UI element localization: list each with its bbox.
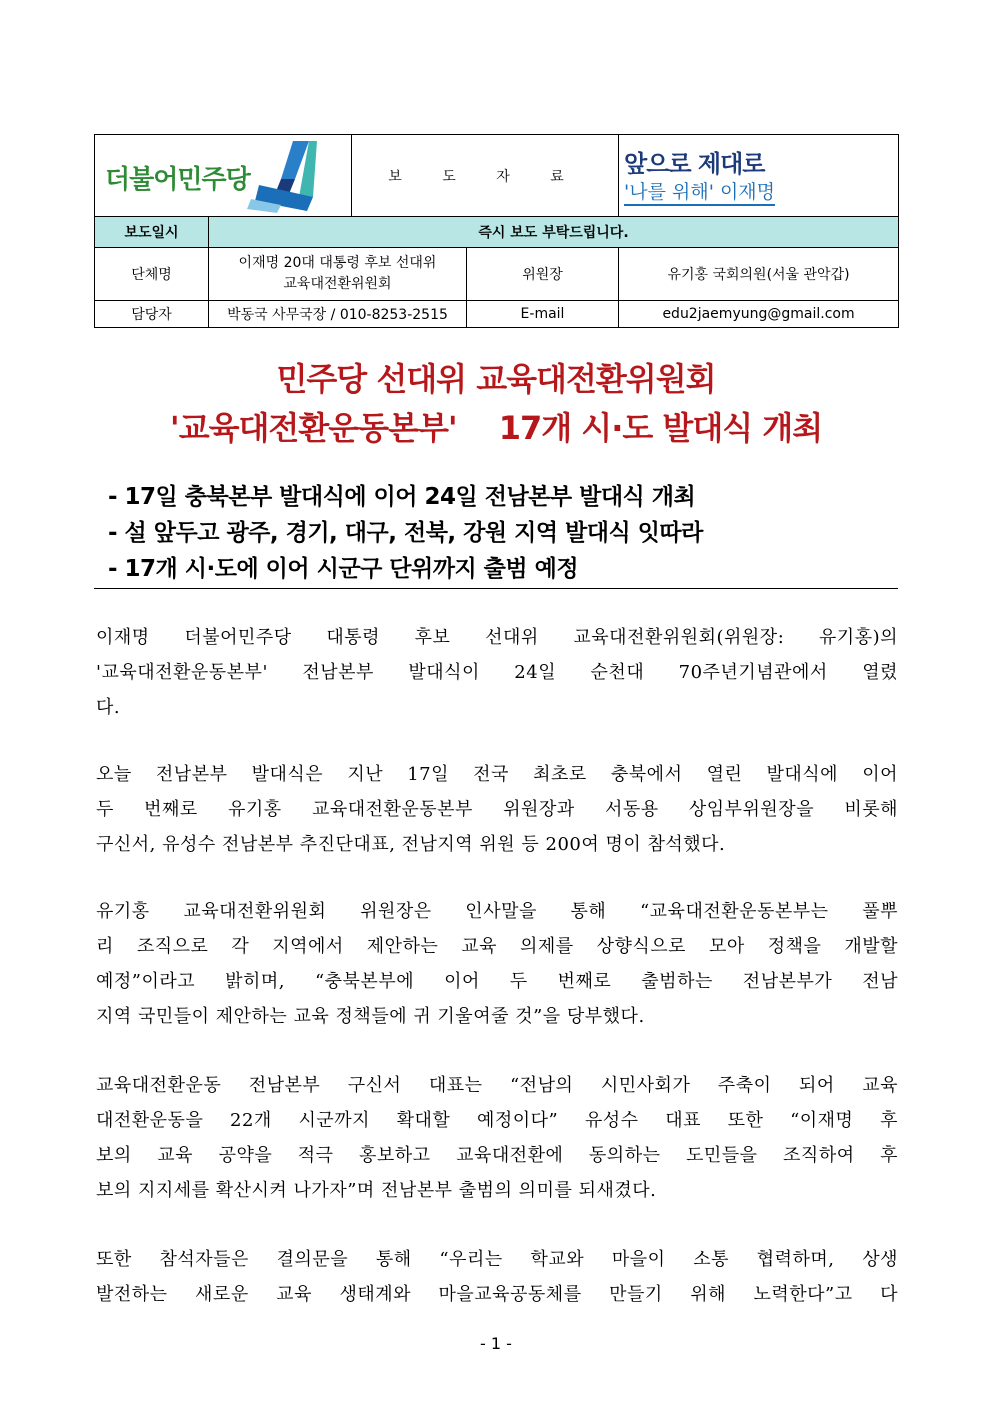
paragraph-line: 대전환운동을 22개 시군까지 확대할 예정이다” 유성수 대표 또한 “이재명 후	[96, 1110, 898, 1131]
headline-line-2a: '교육대전환운동본부'	[169, 409, 457, 447]
paragraph-line: 리 조직으로 각 지역에서 제안하는 교육 의제를 상향식으로 모아 정책을 개발할	[96, 936, 898, 957]
email-value[interactable]: edu2jaemyung@gmail.com	[619, 301, 899, 328]
release-date-label: 보도일시	[95, 217, 209, 248]
organization-line-2: 교육대전환위원회	[283, 276, 392, 292]
paragraph-line: 보의 지지세를 확산시켜 나가자”며 전남본부 출범의 의미를 되새겼다.	[96, 1180, 657, 1201]
section-divider	[94, 588, 898, 589]
party-logo-cell	[95, 135, 352, 217]
slogan-main: 앞으로 제대로	[624, 150, 765, 178]
contact-row	[95, 301, 899, 328]
paragraph-line: 보의 교육 공약을 적극 홍보하고 교육대전환에 동의하는 도민들을 조직하여 후	[96, 1145, 898, 1166]
body-paragraph-5	[96, 1242, 898, 1312]
headline-line-2	[0, 403, 992, 449]
party-name: 더불어민주당	[105, 165, 250, 195]
organization-value	[209, 248, 467, 301]
contact-label: 담당자	[95, 301, 209, 328]
headline-line-1: 민주당 선대위 교육대전환위원회	[276, 360, 716, 398]
organization-label: 단체명	[95, 248, 209, 301]
release-date-row	[95, 217, 899, 248]
campaign-slogan	[619, 135, 899, 217]
body-paragraph-2	[96, 757, 898, 862]
document-type-title: 보 도 자 료	[352, 135, 619, 217]
headline-line-2b: 17개 시·도 발대식 개최	[498, 409, 823, 447]
subheading-3: - 17개 시·도에 이어 시군구 단위까지 출범 예정	[108, 556, 579, 582]
paragraph-line: 다.	[96, 697, 121, 718]
organization-line-1: 이재명 20대 대통령 후보 선대위	[238, 255, 437, 271]
subheading-1: - 17일 충북본부 발대식에 이어 24일 전남본부 발대식 개최	[108, 484, 696, 510]
organization-row	[95, 248, 899, 301]
paragraph-line: 예정”이라고 밝히며, “충북본부에 이어 두 번째로 출범하는 전남본부가 전남	[96, 971, 898, 992]
contact-value: 박동국 사무국장 / 010-8253-2515	[209, 301, 467, 328]
paragraph-line: 오늘 전남본부 발대식은 지난 17일 전국 최초로 충북에서 열린 발대식에 이어	[96, 764, 898, 785]
subheading-2: - 설 앞두고 광주, 경기, 대구, 전북, 강원 지역 발대식 잇따라	[108, 520, 703, 546]
paragraph-line: 또한 참석자들은 결의문을 통해 “우리는 학교와 마을이 소통 협력하며, 상생	[96, 1249, 898, 1270]
paragraph-line: 유기홍 교육대전환위원회 위원장은 인사말을 통해 “교육대전환운동본부는 풀뿌	[96, 901, 898, 922]
body-paragraph-3	[96, 894, 898, 1034]
paragraph-line: 이재명 더불어민주당 대통령 후보 선대위 교육대전환위원회(위원장: 유기홍)의	[96, 627, 898, 648]
body-paragraph-1	[96, 620, 898, 725]
email-label: E-mail	[467, 301, 619, 328]
chair-label: 위원장	[467, 248, 619, 301]
page-number: - 1 -	[480, 1334, 512, 1353]
paragraph-line: 구신서, 유성수 전남본부 추진단대표, 전남지역 위원 등 200여 명이 참석했다.	[96, 834, 726, 855]
paragraph-line: 두 번째로 유기홍 교육대전환운동본부 위원장과 서동용 상임부위원장을 비롯해	[96, 799, 898, 820]
body-paragraph-4	[96, 1068, 898, 1208]
paragraph-line: 발전하는 새로운 교육 생태계와 마을교육공동체를 만들기 위해 노력한다”고 다	[96, 1284, 898, 1305]
release-date-value: 즉시 보도 부탁드립니다.	[209, 217, 899, 248]
slogan-sub: '나를 위해' 이재명	[624, 177, 775, 206]
press-header-table	[94, 134, 899, 328]
party-logo-icon	[247, 139, 325, 213]
paragraph-line: 지역 국민들이 제안하는 교육 정책들에 귀 기울여줄 것”을 당부했다.	[96, 1006, 645, 1027]
chair-value: 유기홍 국회의원(서울 관악갑)	[619, 248, 899, 301]
paragraph-line: '교육대전환운동본부' 전남본부 발대식이 24일 순천대 70주년기념관에서 열렸	[96, 662, 898, 683]
paragraph-line: 교육대전환운동 전남본부 구신서 대표는 “전남의 시민사회가 주축이 되어 교육	[96, 1075, 898, 1096]
